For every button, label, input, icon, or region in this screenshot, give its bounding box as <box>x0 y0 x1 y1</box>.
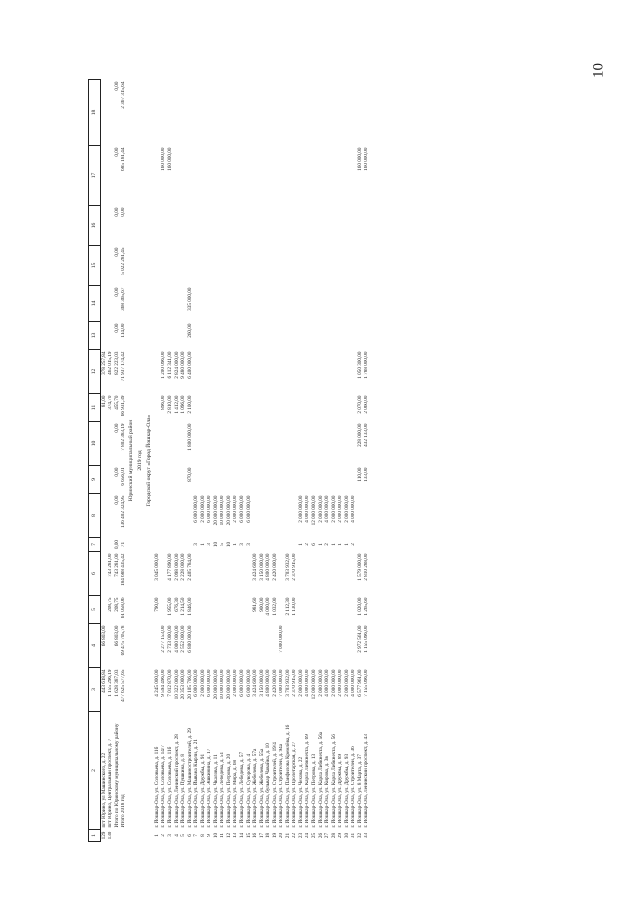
cell-c5: 981,60 <box>252 597 259 612</box>
cell-c5: 1 130,00 <box>291 597 298 616</box>
cell-c7: 1 <box>317 543 324 546</box>
cell-n: 12 <box>226 832 232 839</box>
cell-c5: 900,00 <box>258 597 265 612</box>
cell-c3: 4 245 000,00 <box>154 669 160 697</box>
cell-name: г. Йошкар-Ола, ул. Петрова, д. 13 <box>311 753 317 828</box>
cell-c11: 2 070,00 <box>357 395 363 414</box>
cell-c5: 1 032,00 <box>272 597 278 616</box>
cell-c7: 3 <box>206 543 213 546</box>
cell-name: г. Йошкар-Ола, ул. Суворова, д. 4 <box>245 753 252 828</box>
cell-n: 18 <box>265 832 272 839</box>
cell-c12: 9 480 000,00 <box>180 351 187 379</box>
cell-c9: 0,00 <box>114 467 120 477</box>
cell-c11: 2 100,00 <box>186 395 193 414</box>
cell-n: 19 <box>272 832 278 839</box>
cell-name: г. Йошкар-Ола, Ленинский проспект, д. 28 <box>173 734 180 828</box>
cell-name: г. Йошкар-Ола, ул. Карла Либкнехта, д. 69 <box>304 734 311 828</box>
header-col-13: 13 <box>89 322 101 350</box>
cell-n: 130 <box>107 831 114 840</box>
cell-c3: 477 625 577,65 <box>120 669 127 702</box>
cell-c6: 3 045 000,00 <box>154 553 160 581</box>
cell-c12: 378 257,84 <box>100 351 107 375</box>
header-col-5: 5 <box>89 596 101 624</box>
cell-n: 27 <box>324 832 331 839</box>
cell-c3: 9 594 496,00 <box>160 669 167 697</box>
cell-c12: 6 400 000,00 <box>186 351 193 379</box>
cell-c17 <box>101 146 108 206</box>
cell-c7: 1 <box>200 543 206 546</box>
cell-name: г. Йошкар-Ола, ул. Чкалова, д. 11 <box>213 754 219 828</box>
cell-name: г. Йошкар-Ола, ул. Жебелева, д. 55а <box>258 748 265 828</box>
cell-c4: 2 552 000,00 <box>180 625 187 653</box>
cell-name: г. Йошкар-Ола, ул. Строителей, д. 19/4 <box>272 742 278 828</box>
cell-c7: 2 <box>304 543 311 546</box>
cell-c7: 3 <box>239 543 245 546</box>
header-col-16: 16 <box>89 206 101 246</box>
cell-c8: 6 000 000,00 <box>239 495 245 523</box>
cell-c3: 10 000 000,00 <box>219 669 226 700</box>
cell-c6: 2 370 915,00 <box>291 553 298 581</box>
cell-name: г. Йошкар-Ола, ул. Чехова, д. 22 <box>298 756 304 828</box>
cell-c7: 71 <box>120 541 127 548</box>
cell-name: г. Йошкар-Ола, ул. Строителей, д. 36 <box>350 746 357 828</box>
cell-c11: 896,00 <box>160 395 167 410</box>
cell-name: г. Йошкар-Ола, ул. Соловьева, д. 11б <box>154 746 160 828</box>
cell-c3: 20 000 000,00 <box>213 669 219 700</box>
cell-c6: 3 703 932,00 <box>285 553 291 581</box>
cell-c6: 2 420 000,00 <box>272 553 278 581</box>
cell-c11: 2 810,00 <box>167 395 173 414</box>
cell-c5: 1 846,00 <box>186 597 193 616</box>
cell-c4: 2 277 153,00 <box>160 625 167 653</box>
cell-c7: 6 <box>311 543 317 546</box>
cell-c8: 2 000 000,00 <box>337 495 344 523</box>
cell-c7: 5 <box>219 543 226 546</box>
cell-c8: 6 000 000,00 <box>193 495 200 523</box>
cell-n: 7 <box>193 834 200 837</box>
cell-c11: 374,70 <box>107 395 114 410</box>
cell-n: 6 <box>186 834 193 837</box>
cell-c7 <box>101 538 108 552</box>
cell-c8 <box>101 494 108 538</box>
cell-c5: 790,00 <box>154 597 160 612</box>
cell-c3: 3 150 000,00 <box>258 669 265 697</box>
cell-c8: 6 000 000,00 <box>206 495 213 523</box>
cell-c18: 2 367 315,64 <box>120 81 127 109</box>
cell-name: г. Йошкар-Ола, ул. Карла Либкнехта, д. 56 <box>330 734 337 828</box>
cell-name: г. Йошкар-Ола, ул. Дружбы, д. 91 <box>200 753 206 828</box>
cell-n: 9 <box>206 834 213 837</box>
cell-c3: 12 000 000,00 <box>311 669 317 700</box>
cell-c8: 2 000 000,00 <box>200 495 206 523</box>
cell-n: 4 <box>173 834 180 837</box>
cell-c15: 5 022 281,45 <box>120 247 127 275</box>
cell-c7: 1 <box>330 543 337 546</box>
cell-c15 <box>364 246 371 286</box>
main-rows <box>154 80 370 842</box>
cell-n: 14 <box>239 832 245 839</box>
table-row <box>101 80 108 842</box>
cell-c8: 2 000 000,00 <box>344 495 350 523</box>
header-col-1: 1 <box>89 830 101 842</box>
cell-c6 <box>101 552 108 596</box>
cell-c3: 2 000 000,00 <box>200 669 206 697</box>
header-col-18: 18 <box>89 80 101 146</box>
cell-n: 29 <box>337 832 344 839</box>
cell-c3: 1 628 387,03 <box>114 669 120 697</box>
program-table <box>88 79 370 842</box>
cell-name: пгт Юрино, Центральный проспект, д. 7 <box>107 738 114 828</box>
cell-n: 33 <box>363 832 370 839</box>
cell-c3: 2 420 000,00 <box>272 669 278 697</box>
page-number: 10 <box>590 63 607 78</box>
cell-c7: 1 <box>298 543 304 546</box>
header-col-4: 4 <box>89 624 101 668</box>
cell-c8: 6 000 000,00 <box>245 495 252 523</box>
cell-n: 2 <box>160 834 167 837</box>
cell-c3: 2 370 915,00 <box>291 669 298 697</box>
cell-c6: 4 800 000,00 <box>265 553 272 581</box>
cell-c6: 2 405 784,00 <box>186 553 193 581</box>
table-row <box>364 80 371 842</box>
cell-c7: 3 <box>193 543 200 546</box>
cell-name: г. Йошкар-Ола, ул. Строителей, д. 94а <box>278 743 285 828</box>
cell-c3: 3 703 932,00 <box>285 669 291 697</box>
cell-name: г. Йошкар-Ола, ул. Жебелева, д. 57а <box>252 748 259 828</box>
cell-c8: 2 000 000,00 <box>317 495 324 523</box>
cell-n: 30 <box>344 832 350 839</box>
cell-c7: 1 <box>344 543 350 546</box>
subtitles <box>127 80 154 842</box>
top-section <box>101 80 128 842</box>
cell-c17: 160 000,00 <box>363 147 370 171</box>
cell-c5: 208,75 <box>107 597 114 612</box>
cell-c17: 685 181,44 <box>120 147 127 171</box>
cell-c5: 1 955,00 <box>167 597 173 616</box>
cell-c5: 1 020,00 <box>357 597 363 616</box>
cell-c10: 0,00 <box>114 423 120 433</box>
cell-c3: 6 000 000,00 <box>245 669 252 697</box>
cell-c3: 20 353 000,00 <box>180 669 187 700</box>
cell-c13: 0,00 <box>114 323 120 333</box>
cell-c11: 455,70 <box>114 395 120 410</box>
header-col-9: 9 <box>89 466 101 494</box>
cell-c5: 4 000,00 <box>265 597 272 616</box>
cell-name: г. Йошкар-Ола, ул. Лебедева, д. 51 <box>219 751 226 828</box>
cell-c3: 2 000 000,00 <box>232 669 239 697</box>
cell-c4: 2 972 561,00 <box>357 625 363 653</box>
cell-name: г. Йошкар-Ола, ул. Карла Либкнехта, д. 56а <box>317 731 324 828</box>
cell-c3: 2 000 000,00 <box>337 669 344 697</box>
cell-n: 15 <box>245 832 252 839</box>
cell-c3: 6 577 961,00 <box>357 669 363 697</box>
cell-c4: 6 800 000,00 <box>186 625 193 653</box>
cell-c8 <box>364 494 371 538</box>
cell-c16 <box>101 206 108 246</box>
cell-c3: 2 000 000,00 <box>330 669 337 697</box>
cell-c8: 4 000 000,00 <box>304 495 311 523</box>
cell-name: г. Йошкар-Ола, ул. Лебедева, д. 57 <box>239 751 245 828</box>
cell-n: 16 <box>252 832 259 839</box>
cell-n: 26 <box>317 832 324 839</box>
cell-c10: 1 800 000,00 <box>186 423 193 451</box>
cell-c7 <box>364 538 371 552</box>
cell-c10 <box>101 422 108 466</box>
cell-c17: 160 000,00 <box>167 147 173 171</box>
cell-c5: 61 058,06 <box>120 597 127 619</box>
cell-c8: 20 000 000,00 <box>226 495 232 526</box>
cell-c12: 822 223,03 <box>114 351 120 375</box>
cell-c4: 4 000 000,00 <box>173 625 180 653</box>
cell-name: г. Йошкар-Ола, ул. Йывана Кырли, д. 21 <box>193 739 200 828</box>
cell-c11: 1 412,00 <box>173 395 180 414</box>
cell-c3: 1 155 296,19 <box>107 669 114 697</box>
cell-c7: 2 <box>324 543 331 546</box>
cell-c16 <box>364 206 371 246</box>
cell-c10: 7 802 383,19 <box>120 423 127 451</box>
cell-c17: 0,00 <box>114 147 120 157</box>
cell-c14 <box>101 286 108 322</box>
cell-c18 <box>101 80 108 146</box>
header-col-17: 17 <box>89 146 101 206</box>
cell-c4: 66 803,00 <box>114 625 120 647</box>
cell-n: 5 <box>180 834 187 837</box>
cell-c8: 4 000 000,00 <box>324 495 331 523</box>
cell-name: г. Йошкар-Ола, ул. Соловьева, д. 11б <box>167 746 173 828</box>
cell-c3: 20 105 706,00 <box>186 669 193 700</box>
cell-c7: 2 <box>350 543 357 546</box>
cell-c4: 66 803,00 <box>100 625 107 647</box>
cell-n: 32 <box>357 832 363 839</box>
cell-name: г. Йошкар-Ола, ул. Петрова, д. 20 <box>226 753 232 828</box>
cell-n: 8 <box>200 834 206 837</box>
cell-c12: 71 937 174,42 <box>120 351 127 382</box>
cell-n: 3 <box>167 834 173 837</box>
cell-c3: 6 000 000,00 <box>193 669 200 697</box>
cell-c9 <box>101 466 108 494</box>
cell-c15: 0,00 <box>114 247 120 257</box>
header-col-6: 6 <box>89 552 101 596</box>
cell-c3: 2 000 000,00 <box>344 669 350 697</box>
cell-c12: 6 112 341,00 <box>167 351 173 379</box>
cell-c12: 2 824 000,00 <box>173 351 180 379</box>
cell-c8: 2 000 000,00 <box>330 495 337 523</box>
cell-c7: 1 <box>232 543 239 546</box>
cell-c14 <box>364 286 371 322</box>
cell-c17: 160 000,00 <box>357 147 363 171</box>
cell-c3: 10 322 000,00 <box>173 669 180 700</box>
cell-c3: 20 000 000,00 <box>226 669 232 700</box>
cell-c8: 20 000 000,00 <box>213 495 219 526</box>
city-title: Городской округ «Город Йошкар-Ола» <box>145 414 152 507</box>
cell-c8: 136 402 324,95 <box>120 495 127 528</box>
cell-n: 17 <box>258 832 265 839</box>
header-col-3: 3 <box>89 668 101 712</box>
cell-n: 23 <box>298 832 304 839</box>
cell-c7: 1 <box>337 543 344 546</box>
cell-c10: 228 000,00 <box>357 423 363 447</box>
cell-name: г. Йошкар-Ола, ул. Панфилова Кремлёва, д. 16 <box>285 724 291 828</box>
cell-name: г. Йошкар-Ола, Ленинский проспект, д. 43 <box>363 734 370 828</box>
cell-c5: 208,75 <box>114 597 120 612</box>
cell-c8: 4 000 000,00 <box>350 495 357 523</box>
cell-c6: 3 424 600,00 <box>252 553 259 581</box>
district-title: Юринский муниципальный район <box>127 419 134 502</box>
cell-c6: 2 098 000,00 <box>173 553 180 581</box>
cell-name: Итого по Юринскому муниципальному району <box>114 723 120 828</box>
cell-c14: 368 365,67 <box>120 287 127 311</box>
cell-c18 <box>364 80 371 146</box>
cell-c7: 10 <box>213 541 219 548</box>
cell-c16: 0,00 <box>114 207 120 217</box>
cell-c3: 6 000 000,00 <box>239 669 245 697</box>
cell-name: г. Йошкар-Ола, ул. Кирова, д. 3в <box>324 756 331 828</box>
cell-n: 10 <box>213 832 219 839</box>
cell-n: 21 <box>285 832 291 839</box>
cell-c7: 3 <box>245 543 252 546</box>
column-number-header <box>89 80 101 842</box>
cell-c3: 4 000 000,00 <box>324 669 331 697</box>
cell-n: 20 <box>278 832 285 839</box>
cell-c6: 743 281,00 <box>107 553 114 577</box>
cell-name: г. Йошкар-Ола, ул. Пушкина, д. 8 <box>180 754 187 828</box>
cell-c6: 2 810 288,00 <box>363 553 370 581</box>
cell-name: г. Йошкар-Ола, ул. Дружбы, д. 89 <box>337 753 344 828</box>
cell-c3: 3 424 600,00 <box>252 669 259 697</box>
cell-c5: 1 214,50 <box>180 597 187 616</box>
cell-c12: 1 200 096,00 <box>160 351 167 379</box>
cell-c6: 743 281,00 <box>114 553 120 577</box>
header-col-8: 8 <box>89 494 101 538</box>
cell-c5: 676,30 <box>173 597 180 612</box>
cell-c6: 184 688 435,42 <box>120 553 127 586</box>
cell-name: г. Йошкар-Ола, бульвар Чавайна, д. 10 <box>265 743 272 828</box>
cell-name: г. Йошкар-Ола, ул. Мира, д. 68 <box>232 759 239 828</box>
cell-name: г. Йошкар-Ола, ул. Эшкинина, д. 17 <box>206 748 213 828</box>
cell-c11: 66 931,39 <box>120 395 127 417</box>
cell-c18: 0,00 <box>114 81 120 91</box>
cell-c11: 2 060,00 <box>363 395 370 414</box>
cell-c12: 1 050 300,00 <box>357 351 363 379</box>
cell-c8: 12 000 000,00 <box>311 495 317 526</box>
cell-n: 129 <box>100 831 107 840</box>
cell-c3: 7 155 096,00 <box>363 669 370 697</box>
cell-name: г. Йошкар-Ола, ул. Машиностроителей, д. 29 <box>186 728 193 828</box>
cell-c13: 114,00 <box>120 323 127 338</box>
cell-c9: 110,00 <box>357 467 363 482</box>
header-col-12: 12 <box>89 350 101 394</box>
cell-c3: 443 618,84 <box>100 669 107 693</box>
cell-c13 <box>364 322 371 350</box>
rotated-table-sheet <box>88 80 513 842</box>
cell-c8: 10 000 000,00 <box>219 495 226 526</box>
cell-c4: 7 000 000,00 <box>278 625 285 653</box>
cell-c4: 69 475 705,78 <box>120 625 127 656</box>
cell-c7: 10 <box>226 541 232 548</box>
cell-c3: 4 000 000,00 <box>304 669 311 697</box>
cell-n: 25 <box>311 832 317 839</box>
cell-c6: 4 177 890,00 <box>167 553 173 581</box>
cell-n: 1 <box>154 834 160 837</box>
cell-c9: 870,00 <box>186 467 193 482</box>
cell-n: 13 <box>232 832 239 839</box>
cell-c12: 462 015,19 <box>107 351 114 375</box>
cell-c3: 7 012 870,00 <box>167 669 173 697</box>
cell-c3: 6 000 000,00 <box>206 669 213 697</box>
cell-name: г. Йошкар-Ола, ул. Пролетарская, д. 27 <box>291 741 298 828</box>
cell-c7: 0,00 <box>114 539 120 550</box>
cell-c8: 2 000 000,00 <box>298 495 304 523</box>
cell-c5: 1 265,60 <box>363 597 370 616</box>
cell-c3: 4 800 000,00 <box>265 669 272 697</box>
cell-n: 31 <box>350 832 357 839</box>
cell-c11: 1 096,00 <box>180 395 187 414</box>
cell-c6: 1 579 000,00 <box>357 553 363 581</box>
header-col-2: 2 <box>89 712 101 830</box>
cell-c6: 2 228 000,00 <box>180 553 187 581</box>
cell-c15 <box>101 246 108 286</box>
cell-c17: 160 000,00 <box>160 147 167 171</box>
header-col-10: 10 <box>89 422 101 466</box>
cell-name: г. Йошкар-Ола, ул. 8 Марта, д. 37 <box>357 754 363 828</box>
header-col-11: 11 <box>89 394 101 422</box>
cell-name: пгт Юрино, ул Машинского, д. 22 <box>100 752 107 828</box>
cell-c10: 432 133,00 <box>363 423 370 447</box>
cell-name: г. Йошкар-Ола, ул. Дружбы, д. 93 <box>344 753 350 828</box>
year-title: 2019 год <box>136 450 143 471</box>
cell-n: 22 <box>291 832 298 839</box>
cell-c13 <box>101 322 108 350</box>
cell-c9: 6 656,01 <box>120 467 127 486</box>
cell-c6: 3 150 000,00 <box>258 553 265 581</box>
cell-c3: 2 000 000,00 <box>317 669 324 697</box>
cell-c16: 0,00 <box>120 207 127 217</box>
cell-c3: 7 000 000,00 <box>278 669 285 697</box>
header-col-14: 14 <box>89 286 101 322</box>
cell-c13: 260,00 <box>186 323 193 338</box>
cell-c3: 2 000 000,00 <box>298 669 304 697</box>
cell-name: Итого 2018 год <box>120 794 127 828</box>
cell-c9: 133,00 <box>363 467 370 482</box>
header-col-7: 7 <box>89 538 101 552</box>
cell-c5: 2 112,30 <box>285 597 291 616</box>
cell-c8: 0,00 <box>114 495 120 505</box>
cell-c4: 2 733 000,00 <box>167 625 173 653</box>
cell-c14: 335 000,00 <box>186 287 193 311</box>
cell-n: 11 <box>219 833 226 838</box>
cell-n: 28 <box>330 832 337 839</box>
cell-c8: 2 000 000,00 <box>232 495 239 523</box>
header-col-15: 15 <box>89 246 101 286</box>
cell-c5 <box>101 596 108 624</box>
cell-c11: 81,00 <box>100 395 107 408</box>
cell-c4: 1 155 096,00 <box>363 625 370 653</box>
cell-c12: 1 788 000,00 <box>363 351 370 379</box>
cell-name: г. Йошкар-Ола, ул. Соловьева, д. 14/7 <box>160 745 167 828</box>
cell-n: 24 <box>304 832 311 839</box>
cell-c14: 0,00 <box>114 287 120 297</box>
cell-c3: 4 000 000,00 <box>350 669 357 697</box>
